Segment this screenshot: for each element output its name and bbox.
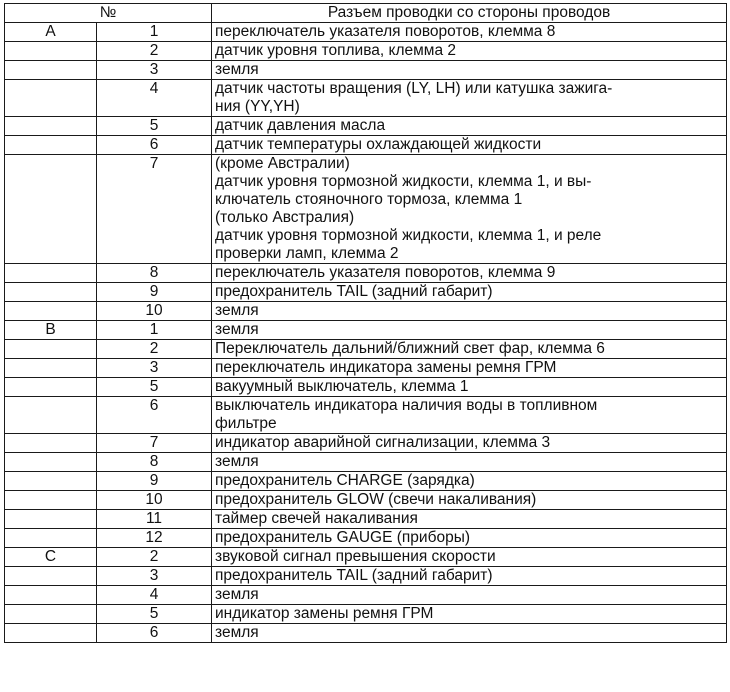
connector-cell	[5, 155, 97, 264]
pin-description-cell: предохранитель CHARGE (зарядка)	[212, 472, 727, 491]
table-row	[5, 359, 727, 378]
pin-number-cell: 3	[97, 567, 212, 586]
table-row	[5, 434, 727, 453]
connector-cell	[5, 624, 97, 643]
connector-cell: B	[5, 321, 97, 340]
connector-cell	[5, 42, 97, 61]
pin-description-cell: датчик давления масла	[212, 117, 727, 136]
pin-number-cell: 6	[97, 397, 212, 434]
pin-description-cell: датчик уровня топлива, клемма 2	[212, 42, 727, 61]
pin-number-cell: 11	[97, 510, 212, 529]
table-row	[5, 624, 727, 643]
pin-number-cell: 2	[97, 548, 212, 567]
pin-description-cell: переключатель указателя поворотов, клемма 8	[212, 23, 727, 42]
pin-description-cell: индикатор замены ремня ГРМ	[212, 605, 727, 624]
table-row	[5, 136, 727, 155]
pin-description-cell: земля	[212, 302, 727, 321]
connector-cell	[5, 80, 97, 117]
pin-description-cell: земля	[212, 321, 727, 340]
table-row	[5, 529, 727, 548]
table-row	[5, 378, 727, 397]
pin-number-cell: 5	[97, 378, 212, 397]
table-row	[5, 567, 727, 586]
pin-number-cell: 3	[97, 359, 212, 378]
connector-cell	[5, 510, 97, 529]
table-row	[5, 340, 727, 359]
table-row	[5, 264, 727, 283]
pin-description-cell: таймер свечей накаливания	[212, 510, 727, 529]
pin-description-cell: земля	[212, 624, 727, 643]
connector-cell	[5, 472, 97, 491]
table-row	[5, 605, 727, 624]
connector-cell: A	[5, 23, 97, 42]
connector-cell	[5, 586, 97, 605]
pin-number-cell: 5	[97, 117, 212, 136]
connector-cell	[5, 359, 97, 378]
pin-description-cell: датчик частоты вращения (LY, LH) или катушка зажига- ния (YY,YH)	[212, 80, 727, 117]
pin-description-cell: предохранитель GAUGE (приборы)	[212, 529, 727, 548]
table-row	[5, 283, 727, 302]
connector-cell	[5, 434, 97, 453]
connector-cell	[5, 397, 97, 434]
pin-description-cell: (кроме Австралии) датчик уровня тормозной жидкости, клемма 1, и вы- ключатель стояночного тормоза, клемма 1 (только Австралия) датчик уровня тормозной жидкости, клемма 1, и реле проверки ламп, клемма 2	[212, 155, 727, 264]
connector-cell	[5, 117, 97, 136]
table-row	[5, 155, 727, 264]
connector-cell	[5, 605, 97, 624]
table-row	[5, 321, 727, 340]
pin-number-cell: 4	[97, 586, 212, 605]
connector-cell	[5, 302, 97, 321]
pin-description-cell: выключатель индикатора наличия воды в топливном фильтре	[212, 397, 727, 434]
pin-description-cell: предохранитель TAIL (задний габарит)	[212, 567, 727, 586]
connector-cell	[5, 340, 97, 359]
pin-number-cell: 6	[97, 136, 212, 155]
connector-pinout-table	[4, 3, 727, 643]
table-row	[5, 42, 727, 61]
pin-description-cell: предохранитель TAIL (задний габарит)	[212, 283, 727, 302]
pin-description-cell: вакуумный выключатель, клемма 1	[212, 378, 727, 397]
pin-description-cell: земля	[212, 61, 727, 80]
connector-cell	[5, 136, 97, 155]
pin-number-cell: 1	[97, 321, 212, 340]
pin-description-cell: предохранитель GLOW (свечи накаливания)	[212, 491, 727, 510]
table-row	[5, 453, 727, 472]
pin-number-cell: 10	[97, 302, 212, 321]
table-header-row	[5, 4, 727, 23]
table-row	[5, 548, 727, 567]
pinout-table-container	[4, 3, 727, 643]
pin-number-cell: 6	[97, 624, 212, 643]
pin-number-cell: 2	[97, 340, 212, 359]
pin-number-cell: 9	[97, 283, 212, 302]
table-row	[5, 472, 727, 491]
pin-number-cell: 12	[97, 529, 212, 548]
header-description: Разъем проводки со стороны проводов	[212, 4, 727, 23]
connector-cell	[5, 378, 97, 397]
connector-cell	[5, 264, 97, 283]
connector-cell	[5, 453, 97, 472]
connector-cell	[5, 491, 97, 510]
pin-number-cell: 8	[97, 453, 212, 472]
table-row	[5, 586, 727, 605]
pin-number-cell: 10	[97, 491, 212, 510]
connector-cell	[5, 61, 97, 80]
pin-description-cell: переключатель индикатора замены ремня ГРМ	[212, 359, 727, 378]
connector-cell	[5, 529, 97, 548]
table-row	[5, 491, 727, 510]
header-number: №	[5, 4, 212, 23]
table-row	[5, 510, 727, 529]
pin-number-cell: 7	[97, 155, 212, 264]
table-row	[5, 80, 727, 117]
pin-description-cell: земля	[212, 586, 727, 605]
pin-number-cell: 3	[97, 61, 212, 80]
pin-number-cell: 4	[97, 80, 212, 117]
table-row	[5, 61, 727, 80]
connector-cell	[5, 567, 97, 586]
table-row	[5, 302, 727, 321]
pin-number-cell: 8	[97, 264, 212, 283]
pin-description-cell: переключатель указателя поворотов, клемма 9	[212, 264, 727, 283]
pin-description-cell: индикатор аварийной сигнализации, клемма 3	[212, 434, 727, 453]
table-row	[5, 117, 727, 136]
pin-number-cell: 5	[97, 605, 212, 624]
pin-description-cell: земля	[212, 453, 727, 472]
pin-number-cell: 2	[97, 42, 212, 61]
table-row	[5, 397, 727, 434]
connector-cell: C	[5, 548, 97, 567]
table-row	[5, 23, 727, 42]
pin-number-cell: 7	[97, 434, 212, 453]
pin-description-cell: датчик температуры охлаждающей жидкости	[212, 136, 727, 155]
connector-cell	[5, 283, 97, 302]
pin-description-cell: Переключатель дальний/ближний свет фар, клемма 6	[212, 340, 727, 359]
pin-description-cell: звуковой сигнал превышения скорости	[212, 548, 727, 567]
pin-number-cell: 9	[97, 472, 212, 491]
pin-number-cell: 1	[97, 23, 212, 42]
table-body	[5, 23, 727, 643]
